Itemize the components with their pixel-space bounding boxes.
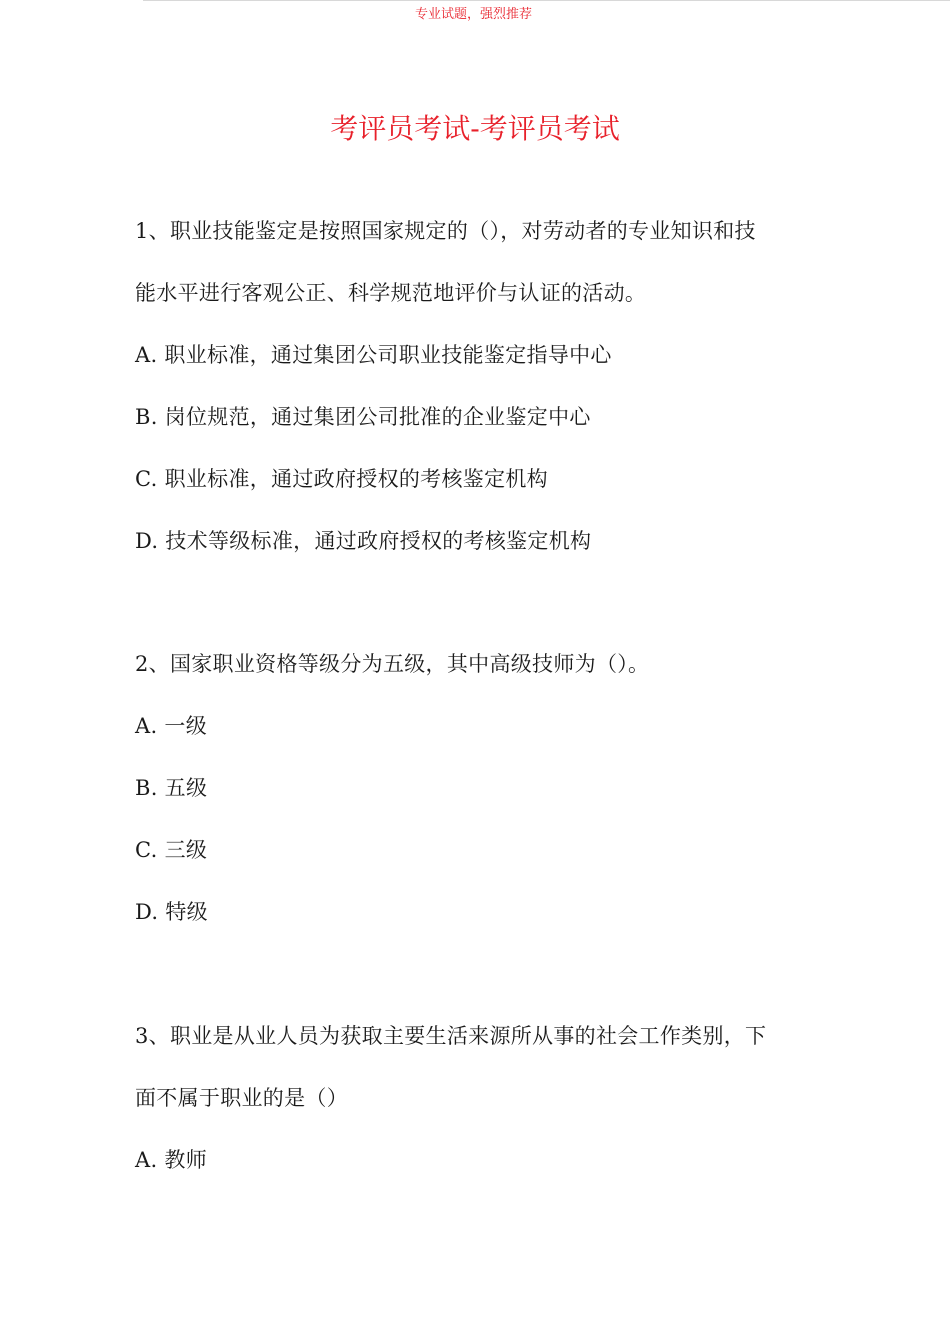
question-2-option-d: D. 特级 <box>135 900 208 924</box>
question-3-stem-line-1: 3、职业是从业人员为获取主要生活来源所从事的社会工作类别，下 <box>135 1024 767 1048</box>
question-1-stem-line-1: 1、职业技能鉴定是按照国家规定的（），对劳动者的专业知识和技 <box>135 219 756 243</box>
question-2-option-b: B. 五级 <box>135 776 208 800</box>
top-rule <box>143 0 950 1</box>
question-1-option-c: C. 职业标准，通过政府授权的考核鉴定机构 <box>135 467 548 491</box>
question-2-option-c: C. 三级 <box>135 838 208 862</box>
question-1-option-d: D. 技术等级标准，通过政府授权的考核鉴定机构 <box>135 529 592 553</box>
question-1-option-a: A. 职业标准，通过集团公司职业技能鉴定指导中心 <box>135 343 612 367</box>
question-1-option-b: B. 岗位规范，通过集团公司批准的企业鉴定中心 <box>135 405 591 429</box>
question-2-stem-line-1: 2、国家职业资格等级分为五级，其中高级技师为（）。 <box>135 652 650 676</box>
document-title: 考评员考试-考评员考试 <box>330 112 620 145</box>
question-1-stem-line-2: 能水平进行客观公正、科学规范地评价与认证的活动。 <box>135 281 647 305</box>
question-2-option-a: A. 一级 <box>135 714 208 738</box>
question-3-option-a: A. 教师 <box>135 1148 208 1172</box>
question-3-stem-line-2: 面不属于职业的是（） <box>135 1086 348 1110</box>
header-note: 专业试题，强烈推荐 <box>415 7 533 22</box>
